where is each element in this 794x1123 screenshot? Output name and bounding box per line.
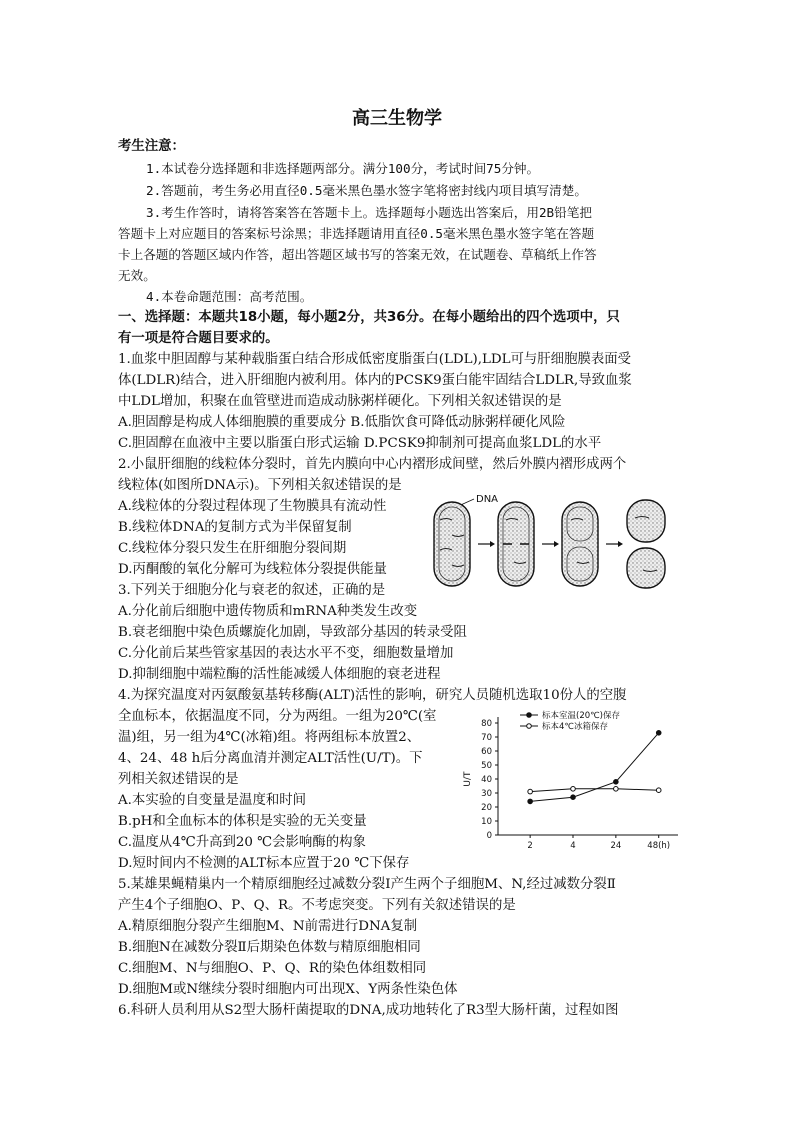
notice-line: 3.考生作答时，请将答案答在答题卡上。选择题每小题选出答案后，用2B铅笔把 bbox=[146, 205, 592, 220]
data-point-1 bbox=[571, 795, 576, 800]
y-tick-label: 50 bbox=[481, 761, 492, 771]
option-line: C.分化前后某些管家基因的表达水平不变，细胞数量增加 bbox=[118, 646, 454, 661]
question-line: 线粒体(如图所DNA示)。下列相关叙述错误的是 bbox=[118, 478, 402, 493]
mitochondria-division-figure bbox=[428, 490, 678, 590]
option-line: A.本实验的自变量是温度和时间 bbox=[118, 793, 307, 808]
x-tick-label: 4 bbox=[570, 841, 576, 851]
series-line-2 bbox=[530, 789, 659, 792]
option-line: D.短时间内不检测的ALT标本应置于20 ℃下保存 bbox=[118, 856, 410, 871]
data-point-2 bbox=[656, 788, 661, 793]
question-line: 中LDL增加，积聚在血管壁进而造成动脉粥样硬化。下列相关叙述错误的是 bbox=[118, 394, 562, 409]
notice-line: 2.答题前，考生务必用直径0.5毫米黑色墨水签字笔将密封线内项目填写清楚。 bbox=[146, 183, 587, 198]
data-point-1 bbox=[528, 799, 533, 804]
y-tick-label: 0 bbox=[486, 831, 492, 841]
page-title: 高三生物学 bbox=[352, 108, 442, 129]
question-line: 3.下列关于细胞分化与衰老的叙述，正确的是 bbox=[118, 583, 386, 598]
option-line: D.抑制细胞中端粒酶的活性能减缓人体细胞的衰老进程 bbox=[118, 667, 441, 682]
question-line: 全血标本，依据温度不同，分为两组。一组为20℃(室 bbox=[118, 709, 437, 724]
question-line: 4.为探究温度对丙氨酸氨基转移酶(ALT)活性的影响，研究人员随机选取10份人的空腹 bbox=[118, 688, 627, 703]
dna-label: DNA bbox=[476, 494, 499, 505]
option-line: C.线粒体分裂只发生在肝细胞分裂间期 bbox=[118, 541, 347, 556]
data-point-2 bbox=[571, 787, 576, 792]
legend-marker-1 bbox=[527, 713, 532, 718]
question-line: 5.某雄果蝇精巢内一个精原细胞经过减数分裂Ⅰ产生两个子细胞M、N,经过减数分裂Ⅱ bbox=[118, 877, 616, 892]
mitochondrion-stage-1 bbox=[434, 502, 470, 586]
option-line: D.细胞M或N继续分裂时细胞内可出现X、Y两条性染色体 bbox=[118, 982, 458, 997]
option-line: A.线粒体的分裂过程体现了生物膜具有流动性 bbox=[118, 499, 387, 514]
question-line: 体(LDLR)结合，进入肝细胞内被利用。体内的PCSK9蛋白能牢固结合LDLR,导致血浆 bbox=[118, 373, 632, 388]
y-axis-label: U/T bbox=[463, 771, 473, 787]
legend-label-2: 标本4℃冰箱保存 bbox=[542, 722, 608, 732]
y-tick-label: 80 bbox=[481, 719, 492, 729]
y-tick-label: 30 bbox=[481, 789, 492, 799]
y-tick-label: 60 bbox=[481, 747, 492, 757]
y-tick-label: 10 bbox=[481, 817, 492, 827]
series-line-1 bbox=[530, 733, 659, 802]
option-line: B.细胞N在减数分裂Ⅱ后期染色体数与精原细胞相同 bbox=[118, 940, 421, 955]
question-line: 6.科研人员利用从S2型大肠杆菌提取的DNA,成功地转化了R3型大肠杆菌，过程如图 bbox=[118, 1003, 619, 1018]
mitochondrion-stage-3 bbox=[562, 502, 598, 586]
alt-activity-chart bbox=[460, 705, 688, 860]
question-line: 列相关叙述错误的是 bbox=[118, 772, 239, 787]
option-line: C.温度从4℃升高到20 ℃会影响酶的构象 bbox=[118, 835, 366, 850]
mitochondrion-stage-2 bbox=[498, 502, 534, 586]
x-tick-label: 24 bbox=[610, 841, 622, 851]
x-tick-label: 48(h) bbox=[647, 841, 671, 851]
option-line: B.pH和全血标本的体积是实验的无关变量 bbox=[118, 814, 367, 829]
option-line: A.精原细胞分裂产生细胞M、N前需进行DNA复制 bbox=[118, 919, 418, 934]
legend-label-1: 标本室温(20℃)保存 bbox=[542, 711, 620, 721]
mitochondrion-stage-4 bbox=[627, 500, 665, 588]
option-line: B.衰老细胞中染色质螺旋化加剧，导致部分基因的转录受阻 bbox=[118, 625, 467, 640]
x-tick-label: 2 bbox=[527, 841, 533, 851]
notice-heading: 考生注意： bbox=[118, 139, 185, 154]
notice-line: 1.本试卷分选择题和非选择题两部分。满分100分，考试时间75分钟。 bbox=[146, 161, 540, 176]
option-line: B.线粒体DNA的复制方式为半保留复制 bbox=[118, 520, 352, 535]
question-line: 产生4个子细胞O、P、Q、R。不考虑突变。下列有关叙述错误的是 bbox=[118, 898, 516, 913]
arrow-icon bbox=[554, 541, 559, 547]
section-heading: 一、选择题：本题共18小题，每小题2分，共36分。在每小题给出的四个选项中，只 bbox=[118, 310, 620, 325]
data-point-1 bbox=[614, 780, 619, 785]
legend-marker-2 bbox=[527, 724, 532, 729]
data-point-2 bbox=[528, 789, 533, 794]
y-tick-label: 20 bbox=[481, 803, 492, 813]
arrow-icon bbox=[618, 541, 623, 547]
notice-line: 答题卡上对应题目的答案标号涂黑；非选择题请用直径0.5毫米黑色墨水签字笔在答题 bbox=[118, 226, 595, 241]
data-point-2 bbox=[614, 787, 619, 792]
question-line: 4、24、48 h后分离血清并测定ALT活性(U/T)。下 bbox=[118, 751, 423, 766]
notice-line: 卡上各题的答题区域内作答，超出答题区域书写的答案无效，在试题卷、草稿纸上作答 bbox=[118, 247, 597, 262]
arrow-icon bbox=[490, 541, 495, 547]
data-point-1 bbox=[656, 731, 661, 736]
y-tick-label: 40 bbox=[481, 775, 492, 785]
option-line: A.分化前后细胞中遗传物质和mRNA种类发生改变 bbox=[118, 604, 418, 619]
notice-line: 无效。 bbox=[118, 268, 156, 283]
y-tick-label: 70 bbox=[481, 733, 492, 743]
question-line: 温)组，另一组为4℃(冰箱)组。将两组标本放置2、 bbox=[118, 730, 421, 745]
option-line: D.丙酮酸的氧化分解可为线粒体分裂提供能量 bbox=[118, 562, 387, 577]
option-line: C.胆固醇在血液中主要以脂蛋白形式运输 D.PCSK9抑制剂可提高血浆LDL的水平 bbox=[118, 436, 602, 451]
option-line: C.细胞M、N与细胞O、P、Q、R的染色体组数相同 bbox=[118, 961, 427, 976]
section-heading: 有一项是符合题目要求的。 bbox=[118, 331, 279, 346]
question-line: 2.小鼠肝细胞的线粒体分裂时，首先内膜向中心内褶形成间壁，然后外膜内褶形成两个 bbox=[118, 457, 627, 472]
notice-line: 4.本卷命题范围：高考范围。 bbox=[146, 289, 313, 304]
option-line: A.胆固醇是构成人体细胞膜的重要成分 B.低脂饮食可降低动脉粥样硬化风险 bbox=[118, 415, 566, 430]
question-line: 1.血浆中胆固醇与某种载脂蛋白结合形成低密度脂蛋白(LDL),LDL可与肝细胞膜表面受 bbox=[118, 352, 632, 367]
